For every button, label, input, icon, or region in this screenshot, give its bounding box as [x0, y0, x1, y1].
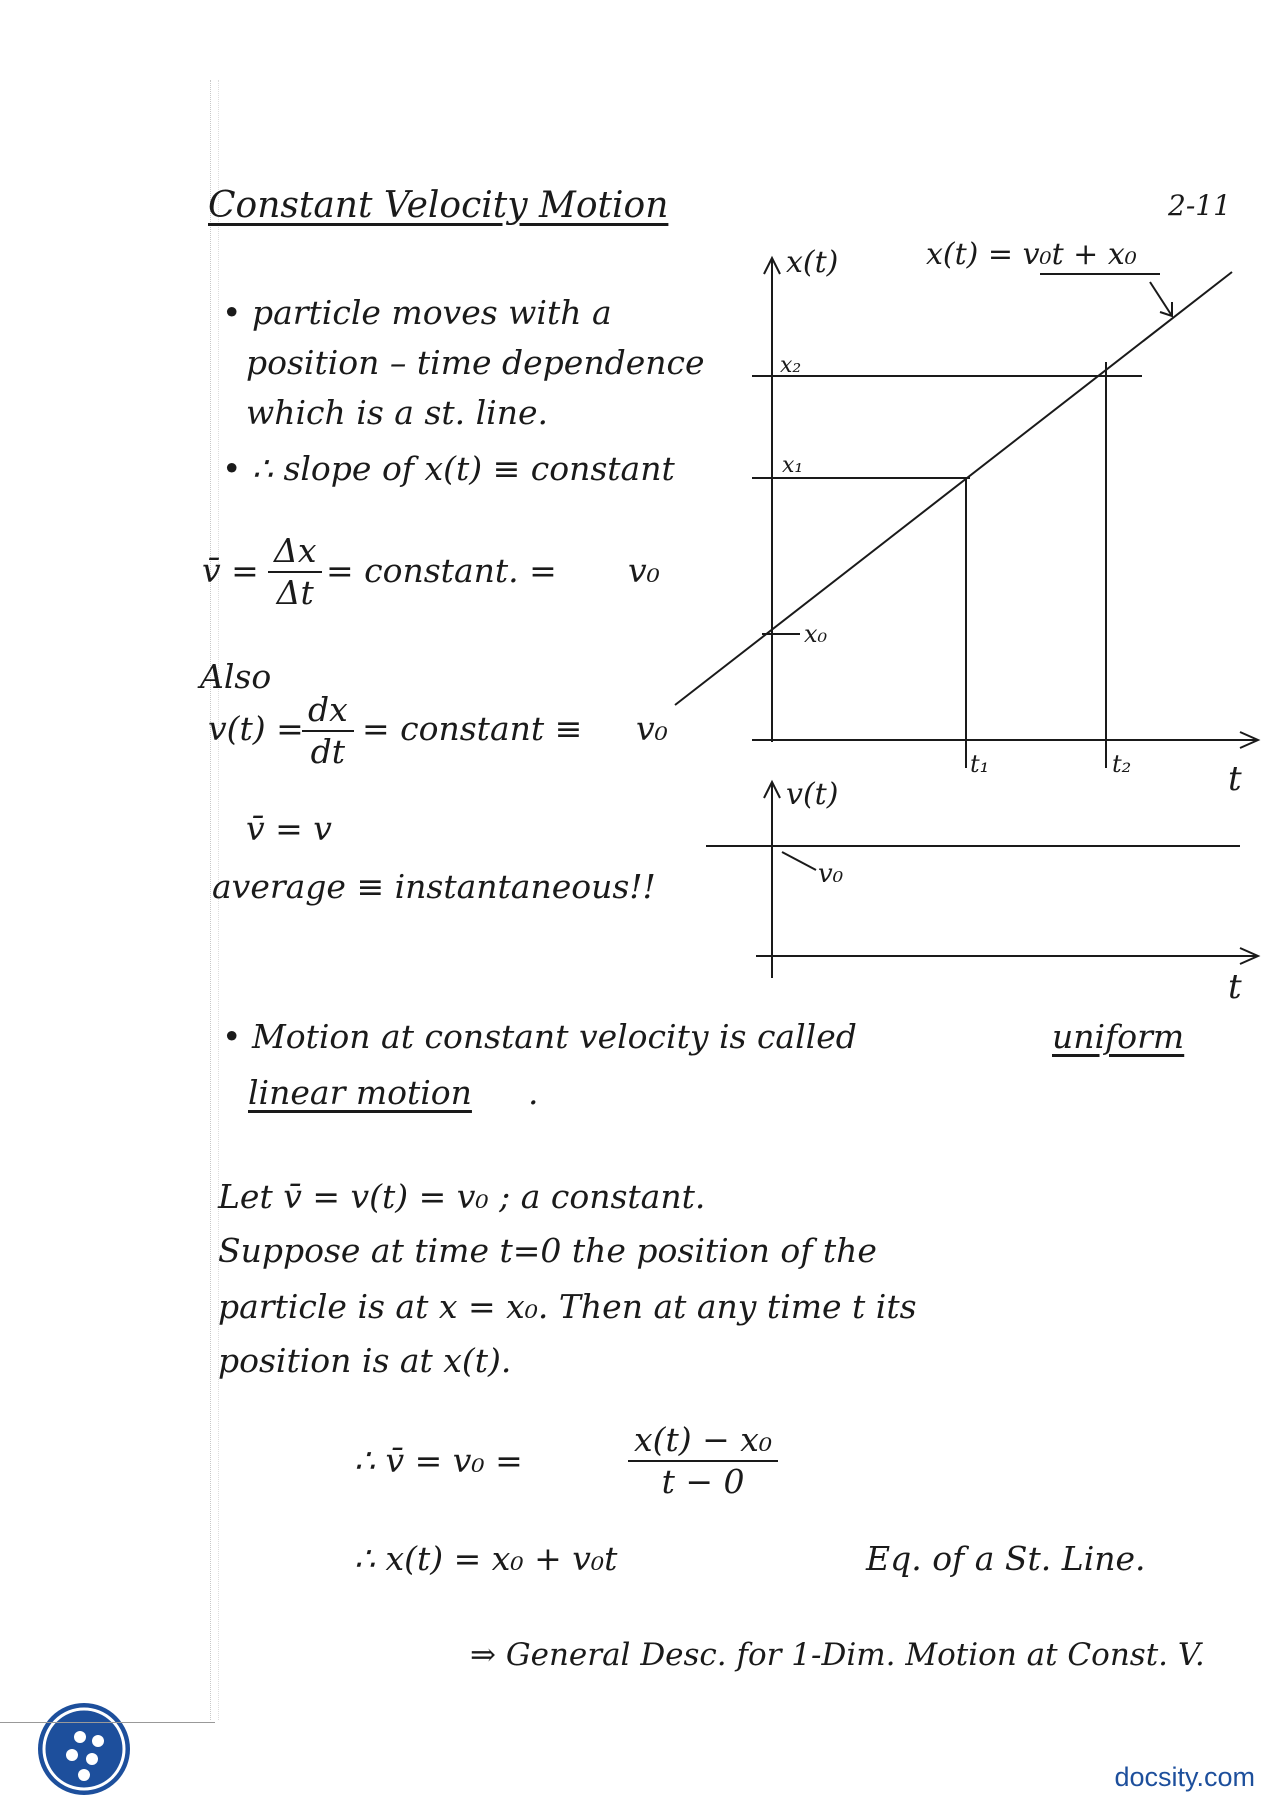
eq2-note: Eq. of a St. Line. — [866, 1539, 1146, 1578]
v-axis-label: v(t) — [786, 777, 839, 812]
vbar-lhs: v̄ = — [202, 551, 259, 590]
vbar-rhs: = constant. = — [326, 551, 557, 590]
v0-pointer — [782, 852, 816, 870]
logo-dot-4 — [86, 1753, 98, 1765]
bullet-2: • ∴ slope of x(t) ≡ constant — [222, 449, 675, 488]
vt-v0: v₀ — [636, 709, 668, 748]
uniform-end: . — [528, 1073, 539, 1112]
vbar-v0: v₀ — [628, 551, 660, 590]
logo-dot-3 — [66, 1749, 78, 1761]
vt-denominator: dt — [310, 732, 346, 772]
vbar-equals-v: v̄ = v — [246, 809, 332, 848]
docsity-logo — [30, 1695, 135, 1800]
vt-rhs: = constant ≡ — [362, 709, 583, 748]
t-axis-label-top: t — [1228, 759, 1242, 799]
position-equation: x(t) = v₀t + x₀ — [926, 237, 1137, 272]
also-label: Also — [200, 657, 272, 696]
velocity-time-labels — [786, 777, 1242, 1007]
docsity-brand-link[interactable]: docsity.com — [1114, 1762, 1255, 1792]
linear-motion-words: linear motion — [248, 1073, 472, 1112]
eq2: ∴ x(t) = x₀ + v₀t — [354, 1539, 618, 1578]
x0-label: x₀ — [804, 620, 828, 648]
logo-dot-2 — [92, 1735, 104, 1747]
vbar-denominator: Δt — [276, 573, 314, 613]
t2-label: t₂ — [1112, 750, 1132, 778]
let-line: Let v̄ = v(t) = v₀ ; a constant. — [218, 1177, 706, 1216]
x2-label: x₂ — [780, 353, 802, 378]
eq1-lhs: ∴ v̄ = v₀ = — [354, 1441, 523, 1480]
page-title: Constant Velocity Motion — [208, 185, 669, 226]
logo-disc — [38, 1703, 130, 1795]
vt-numerator: dx — [302, 692, 354, 732]
suppose-line-2: particle is at x = x₀. Then at any time t its — [218, 1287, 917, 1326]
logo-dot-1 — [74, 1731, 86, 1743]
eq1-numerator: x(t) − x₀ — [628, 1422, 778, 1462]
vt-lhs: v(t) = — [208, 709, 304, 748]
v0-label: v₀ — [818, 859, 844, 889]
position-time-graph — [675, 258, 1258, 768]
logo-dot-5 — [78, 1769, 90, 1781]
suppose-line-3: position is at x(t). — [218, 1341, 512, 1380]
position-time-labels — [780, 237, 1242, 799]
bullet-1-line-3: which is a st. line. — [246, 393, 548, 432]
suppose-line-1: Suppose at time t=0 the position of the — [218, 1231, 877, 1270]
t-axis-label-bottom: t — [1228, 967, 1242, 1007]
x1-label: x₁ — [782, 453, 804, 478]
page-number: 2-11 — [1168, 189, 1231, 222]
position-line — [675, 272, 1232, 705]
vbar-numerator: Δx — [268, 533, 322, 573]
t1-label: t₁ — [970, 750, 990, 778]
uniform-word: uniform — [1052, 1017, 1185, 1056]
general-description: ⇒ General Desc. for 1-Dim. Motion at Const. V. — [470, 1637, 1205, 1673]
footer-rule — [0, 1722, 215, 1723]
bullet-1-line-2: position – time dependence — [246, 343, 705, 382]
uniform-motion-pre: • Motion at constant velocity is called — [222, 1017, 857, 1056]
average-instantaneous: average ≡ instantaneous!! — [212, 867, 656, 906]
eq1-fraction — [628, 1422, 778, 1501]
bullet-1-line-1: • particle moves with a — [222, 293, 612, 332]
eq1-denominator: t − 0 — [661, 1462, 745, 1502]
x-axis-label: x(t) — [786, 245, 839, 280]
equation-pointer — [1150, 282, 1172, 316]
